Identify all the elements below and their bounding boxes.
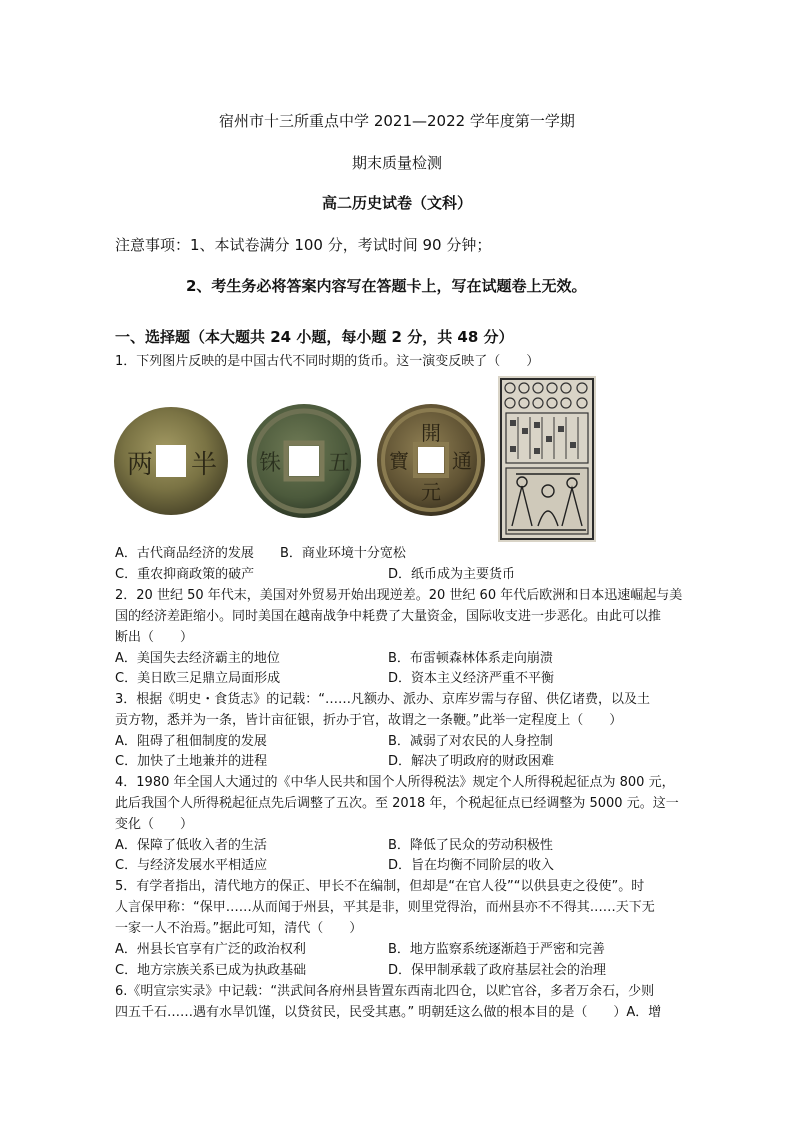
section-title: 一、选择题（本大题共 24 小题，每小题 2 分，共 48 分） (115, 328, 514, 346)
coin1-char-left: 两 (126, 450, 154, 480)
coin3-char-left: 寶 (389, 449, 409, 473)
q1-option-a: A．古代商品经济的发展 (115, 546, 254, 561)
note-2: 2、考生务必将答案内容写在答题卡上，写在试题卷上无效。 (186, 277, 587, 295)
q1-option-b: B．商业环境十分宽松 (280, 546, 406, 561)
q3-option-b: B．减弱了对农民的人身控制 (388, 734, 553, 749)
q5-line-2: 人言保甲称：“保甲……从而闻于州县，平其是非，则里党得治，而州县亦不不得其……天下无 (115, 900, 655, 915)
q2-option-a: A．美国失去经济霸主的地位 (115, 651, 280, 666)
q2-line-2: 国的经济差距缩小。同时美国在越南战争中耗费了大量资金，国际收支进一步恶化。由此可以推 (115, 609, 662, 624)
coin2-char-right: 五 (327, 451, 351, 476)
q4-option-b: B．降低了民众的劳动积极性 (388, 838, 553, 853)
q1-option-d: D．纸币成为主要货币 (388, 567, 516, 582)
q3-option-a: A．阻碍了租佃制度的发展 (115, 734, 267, 749)
q4-option-c: C．与经济发展水平相适应 (115, 858, 268, 873)
ban-liang-coin-image (112, 405, 230, 517)
exam-title: 宿州市十三所重点中学 2021—2022 学年度第一学期 (219, 112, 575, 130)
exam-subtitle: 期末质量检测 (351, 154, 442, 172)
q3-option-d: D．解决了明政府的财政困难 (388, 754, 555, 769)
q1-option-c: C．重农抑商政策的破产 (115, 567, 255, 582)
coin2-char-left: 铢 (258, 451, 282, 476)
exam-name: 高二历史试卷（文科） (321, 194, 472, 212)
q4-option-a: A．保障了低收入者的生活 (115, 838, 267, 853)
q5-option-d: D．保甲制承载了政府基层社会的治理 (388, 963, 607, 978)
q5-line-1: 5．有学者指出，清代地方的保正、甲长不在编制，但却是“在官人役”“以供县吏之役使”。时 (115, 879, 645, 894)
jiaozi-paper-money-image (498, 376, 596, 542)
coin3-char-top: 開 (421, 421, 441, 445)
q3-line-2: 贡方物，悉并为一条，皆计亩征银，折办于官，故谓之一条鞭。”此举一定程度上（ ） (115, 713, 623, 728)
wu-zhu-coin-image (245, 402, 363, 520)
q4-line-3: 变化（ ） (115, 817, 194, 832)
q5-line-3: 一家一人不治焉。”据此可知，清代（ ） (115, 921, 363, 936)
q2-line-3: 断出（ ） (115, 630, 194, 645)
q6-line-1: 6.《明宣宗实录》中记载：“洪武间各府州县皆置东西南北四仓，以贮官谷，多者万余石，少则 (115, 984, 655, 999)
q5-option-a: A．州县长官享有广泛的政治权利 (115, 942, 306, 957)
coin3-char-bottom: 元 (421, 480, 441, 504)
q5-option-c: C．地方宗族关系已成为执政基础 (115, 963, 307, 978)
q4-option-d: D．旨在均衡不同阶层的收入 (388, 858, 555, 873)
q4-line-2: 此后我国个人所得税起征点先后调整了五次。至 2018 年，个税起征点已经调整为 5000 元。这一 (115, 796, 679, 811)
q2-option-d: D．资本主义经济严重不平衡 (388, 671, 555, 686)
coin3-char-right: 通 (452, 449, 472, 473)
q6-line-2: 四五千石……遇有水旱饥馑，以贷贫民，民受其惠。” 明朝廷这么做的根本目的是（ ）A．增 (115, 1005, 662, 1020)
q2-option-b: B．布雷顿森林体系走向崩溃 (388, 651, 553, 666)
q3-line-1: 3．根据《明史・食货志》的记载：“……凡额办、派办、京库岁需与存留、供亿诸费，以及土 (115, 692, 651, 707)
q3-option-c: C．加快了土地兼并的进程 (115, 754, 268, 769)
q2-option-c: C．美日欧三足鼎立局面形成 (115, 671, 281, 686)
kai-yuan-coin-image (375, 402, 487, 518)
note-1: 注意事项：1、本试卷满分 100 分，考试时间 90 分钟； (115, 236, 492, 254)
q4-line-1: 4．1980 年全国人大通过的《中华人民共和国个人所得税法》规定个人所得税起征点为 800 元， (115, 775, 675, 790)
q2-line-1: 2．20 世纪 50 年代末，美国对外贸易开始出现逆差。20 世纪 60 年代后欧洲和日本迅速崛起与美 (115, 588, 683, 603)
coin1-char-right: 半 (190, 450, 218, 480)
q1-stem: 1．下列图片反映的是中国古代不同时期的货币。这一演变反映了（ ） (115, 354, 540, 369)
q5-option-b: B．地方监察系统逐渐趋于严密和完善 (388, 942, 605, 957)
